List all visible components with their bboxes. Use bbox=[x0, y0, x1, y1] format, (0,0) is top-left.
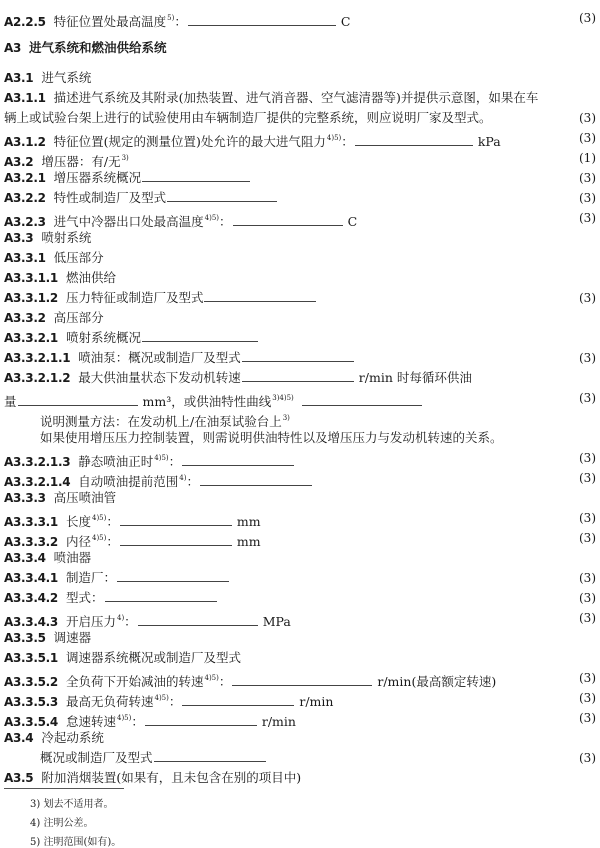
form-item bbox=[0, 148, 600, 168]
item-number: A3.3.1.2 bbox=[4, 291, 58, 305]
item-number: A3.2.1 bbox=[4, 171, 46, 185]
item-number: A3.3.4.2 bbox=[4, 591, 58, 605]
fill-in-field[interactable] bbox=[302, 393, 422, 406]
colon: ： bbox=[168, 454, 182, 469]
footnote-ref: 4)5) bbox=[116, 714, 132, 722]
item-label: 静态喷油正时 bbox=[78, 454, 154, 469]
fill-in-field[interactable] bbox=[154, 749, 266, 762]
item-label: 全负荷下开始减油的转速 bbox=[65, 674, 204, 689]
fill-in-field[interactable] bbox=[200, 473, 312, 486]
item-number: A3.3.4.1 bbox=[4, 571, 58, 585]
form-item bbox=[0, 488, 600, 508]
item-label: 增压器：有/无 bbox=[41, 154, 121, 169]
requirement-mark: (3) bbox=[579, 111, 596, 125]
fill-in-field[interactable] bbox=[142, 169, 250, 182]
form-item bbox=[0, 108, 600, 128]
requirement-mark: (3) bbox=[579, 351, 596, 365]
fill-in-field[interactable] bbox=[204, 289, 316, 302]
item-label: 概况或制造厂及型式 bbox=[40, 750, 153, 765]
item-number: A3.3.5.2 bbox=[4, 675, 58, 689]
item-label: 特征位置(规定的测量位置)处允许的最大进气阻力 bbox=[53, 134, 326, 149]
fill-in-field[interactable] bbox=[182, 693, 294, 706]
item-label: 喷油泵：概况或制造厂及型式 bbox=[78, 350, 241, 365]
item-label: 量 bbox=[4, 394, 17, 409]
item-number: A3.1.1 bbox=[4, 91, 46, 105]
item-label: 制造厂 bbox=[65, 570, 104, 585]
footnote-ref: 4)5) bbox=[91, 514, 107, 522]
fill-in-field[interactable] bbox=[242, 369, 354, 382]
footnote-ref: 4)5) bbox=[326, 134, 342, 142]
requirement-mark: (3) bbox=[579, 191, 596, 205]
item-label: 最高无负荷转速 bbox=[65, 694, 154, 709]
item-number: A3.3.5 bbox=[4, 631, 46, 645]
colon: ： bbox=[168, 694, 182, 709]
fill-in-field[interactable] bbox=[355, 133, 473, 146]
unit-label: r/min bbox=[299, 694, 334, 709]
fill-in-field[interactable] bbox=[117, 569, 229, 582]
item-number: A3.3.1 bbox=[4, 251, 46, 265]
footnote-ref: 4)5) bbox=[204, 674, 219, 682]
form-item bbox=[0, 528, 600, 548]
form-item bbox=[0, 88, 600, 108]
form-item bbox=[0, 728, 600, 748]
unit-label: C bbox=[347, 214, 358, 229]
colon: ： bbox=[219, 214, 232, 229]
item-number: A3.3.3.2 bbox=[4, 535, 58, 549]
form-item bbox=[0, 708, 600, 728]
item-number: A3.3.4 bbox=[4, 551, 46, 565]
requirement-mark: (3) bbox=[579, 711, 596, 725]
footnote-ref: 3) bbox=[121, 154, 129, 162]
colon: ： bbox=[174, 14, 187, 29]
footnote-ref: 5) bbox=[167, 14, 175, 22]
item-number: A3.3.2.1.1 bbox=[4, 351, 71, 365]
unit-label: mm bbox=[236, 514, 261, 529]
unit-label: r/min 时每循环供油 bbox=[358, 370, 472, 385]
footnote-ref: 4) bbox=[179, 474, 187, 482]
fill-in-field[interactable] bbox=[18, 393, 138, 406]
form-item bbox=[0, 768, 600, 788]
colon: ： bbox=[106, 514, 119, 529]
item-number: A3.2 bbox=[4, 155, 34, 169]
form-item bbox=[0, 8, 600, 28]
requirement-mark: (3) bbox=[579, 511, 596, 525]
form-item bbox=[0, 588, 600, 608]
footnote-divider bbox=[4, 788, 124, 789]
item-label: 自动喷油提前范围 bbox=[78, 474, 179, 489]
form-item bbox=[0, 168, 600, 188]
form-item bbox=[0, 248, 600, 268]
item-number: A3.2.3 bbox=[4, 215, 46, 229]
item-label: 如果使用增压压力控制装置，则需说明供油特性以及增压压力与发动机转速的关系。 bbox=[40, 430, 503, 445]
form-item bbox=[0, 188, 600, 208]
unit-label: r/min(最高额定转速) bbox=[377, 674, 497, 689]
requirement-mark: (3) bbox=[579, 171, 596, 185]
item-label: 高压部分 bbox=[53, 310, 104, 325]
item-number: A3.3.3 bbox=[4, 491, 46, 505]
item-label: 燃油供给 bbox=[65, 270, 116, 285]
form-item bbox=[0, 508, 600, 528]
fill-in-field[interactable] bbox=[233, 213, 343, 226]
item-number: A3.3.2.1.3 bbox=[4, 455, 71, 469]
requirement-mark: (3) bbox=[579, 211, 596, 225]
fill-in-field[interactable] bbox=[105, 589, 217, 602]
form-item bbox=[0, 648, 600, 668]
form-item bbox=[0, 328, 600, 348]
item-label: 冷起动系统 bbox=[41, 730, 104, 745]
form-item bbox=[0, 228, 600, 248]
form-item bbox=[0, 448, 600, 468]
item-label: 压力特征或制造厂及型式 bbox=[65, 290, 204, 305]
form-item bbox=[0, 388, 600, 408]
colon: ： bbox=[131, 714, 144, 729]
item-number: A3 bbox=[4, 41, 22, 55]
form-item bbox=[0, 348, 600, 368]
item-number: A3.3 bbox=[4, 231, 34, 245]
form-item bbox=[0, 408, 600, 428]
item-label: 内径 bbox=[65, 534, 91, 549]
form-item bbox=[0, 428, 600, 448]
colon: ： bbox=[218, 674, 232, 689]
colon: ： bbox=[186, 474, 199, 489]
fill-in-field[interactable] bbox=[188, 13, 336, 26]
item-label: 特性或制造厂及型式 bbox=[53, 190, 167, 205]
fill-in-field[interactable] bbox=[182, 453, 294, 466]
form-item bbox=[0, 38, 600, 58]
requirement-mark: (3) bbox=[579, 471, 596, 485]
footnote-ref: 3) bbox=[282, 414, 290, 422]
requirement-mark: (3) bbox=[579, 591, 596, 605]
form-item bbox=[0, 288, 600, 308]
form-item bbox=[0, 568, 600, 588]
fill-in-field[interactable] bbox=[142, 329, 258, 342]
requirement-mark: (3) bbox=[579, 611, 596, 625]
item-label: 说明测量方法：在发动机上/在油泵试验台上 bbox=[40, 414, 282, 429]
item-number: A3.3.2.1.4 bbox=[4, 475, 71, 489]
requirement-mark: (3) bbox=[579, 671, 596, 685]
item-label: 进气系统 bbox=[41, 70, 92, 85]
section-heading: 进气系统和燃油供给系统 bbox=[29, 40, 167, 55]
item-number: A3.3.3.1 bbox=[4, 515, 58, 529]
fill-in-field[interactable] bbox=[138, 613, 258, 626]
form-item bbox=[0, 548, 600, 568]
colon: ： bbox=[90, 590, 104, 605]
item-label: 高压喷油管 bbox=[53, 490, 117, 505]
colon: ： bbox=[106, 534, 119, 549]
footnote-ref: 3)4)5) bbox=[272, 394, 294, 402]
item-label: 喷油器 bbox=[53, 550, 92, 565]
fill-in-field[interactable] bbox=[120, 533, 232, 546]
colon: ： bbox=[124, 614, 137, 629]
footnote: 5) 注明范围(如有)。 bbox=[30, 837, 122, 848]
item-label: 附加消烟装置(如果有，且未包含在别的项目中) bbox=[41, 770, 302, 785]
item-number: A3.3.2.1.2 bbox=[4, 371, 71, 385]
item-number: A3.1 bbox=[4, 71, 34, 85]
form-item bbox=[0, 208, 600, 228]
item-number: A3.3.2 bbox=[4, 311, 46, 325]
footnote-ref: 4)5) bbox=[154, 454, 169, 462]
item-number: A3.3.2.1 bbox=[4, 331, 58, 345]
footnote-ref: 4)5) bbox=[204, 214, 220, 222]
unit-label: mm³，或供油特性曲线 bbox=[142, 394, 272, 409]
requirement-mark: (3) bbox=[579, 291, 596, 305]
colon: ： bbox=[341, 134, 354, 149]
form-item bbox=[0, 668, 600, 688]
item-number: A2.2.5 bbox=[4, 15, 46, 29]
item-number: A3.2.2 bbox=[4, 191, 46, 205]
item-number: A3.5 bbox=[4, 771, 34, 785]
unit-label: C bbox=[340, 14, 351, 29]
unit-label: r/min bbox=[261, 714, 296, 729]
item-label: 辆上或试验台架上进行的试验使用由车辆制造厂提供的完整系统，则应说明厂家及型式。 bbox=[4, 110, 492, 125]
unit-label: MPa bbox=[262, 614, 291, 629]
requirement-mark: (3) bbox=[579, 131, 596, 145]
form-item bbox=[0, 268, 600, 288]
form-item bbox=[0, 628, 600, 648]
requirement-mark: (3) bbox=[579, 571, 596, 585]
item-number: A3.3.5.3 bbox=[4, 695, 58, 709]
footnote-ref: 4) bbox=[116, 614, 125, 622]
fill-in-field[interactable] bbox=[120, 513, 232, 526]
item-label: 怠速转速 bbox=[65, 714, 116, 729]
form-item bbox=[0, 128, 600, 148]
item-label: 喷射系统 bbox=[41, 230, 92, 245]
item-label: 开启压力 bbox=[65, 614, 116, 629]
item-label: 调速器系统概况或制造厂及型式 bbox=[65, 650, 241, 665]
item-label: 长度 bbox=[65, 514, 91, 529]
requirement-mark: (3) bbox=[579, 391, 596, 405]
item-number: A3.3.5.1 bbox=[4, 651, 58, 665]
form-item bbox=[0, 748, 600, 768]
footnote: 4) 注明公差。 bbox=[30, 818, 94, 829]
form-item bbox=[0, 68, 600, 88]
fill-in-field[interactable] bbox=[242, 349, 354, 362]
footnote-ref: 4)5) bbox=[154, 694, 169, 702]
item-number: A3.3.4.3 bbox=[4, 615, 58, 629]
requirement-mark: (3) bbox=[579, 691, 596, 705]
requirement-mark: (3) bbox=[579, 751, 596, 765]
form-item bbox=[0, 308, 600, 328]
fill-in-field[interactable] bbox=[167, 189, 277, 202]
colon: ： bbox=[103, 570, 116, 585]
requirement-mark: (3) bbox=[579, 531, 596, 545]
item-number: A3.1.2 bbox=[4, 135, 46, 149]
item-label: 型式 bbox=[65, 590, 91, 605]
form-item bbox=[0, 368, 600, 388]
unit-label: mm bbox=[236, 534, 261, 549]
item-label: 调速器 bbox=[53, 630, 92, 645]
fill-in-field[interactable] bbox=[232, 673, 372, 686]
footnote: 3) 划去不适用者。 bbox=[30, 799, 114, 810]
unit-label: kPa bbox=[477, 134, 501, 149]
item-number: A3.3.1.1 bbox=[4, 271, 58, 285]
item-label: 特征位置处最高温度 bbox=[53, 14, 167, 29]
requirement-mark: (3) bbox=[579, 11, 596, 25]
item-label: 进气中冷器出口处最高温度 bbox=[53, 214, 204, 229]
requirement-mark: (1) bbox=[579, 151, 596, 165]
form-item bbox=[0, 608, 600, 628]
item-label: 低压部分 bbox=[53, 250, 104, 265]
item-label: 最大供油量状态下发动机转速 bbox=[78, 370, 241, 385]
item-label: 增压器系统概况 bbox=[53, 170, 142, 185]
fill-in-field[interactable] bbox=[145, 713, 257, 726]
form-item bbox=[0, 688, 600, 708]
item-number: A3.4 bbox=[4, 731, 34, 745]
item-label: 描述进气系统及其附录(加热装置、进气消音器、空气滤清器等)并提供示意图，如果在车 bbox=[53, 90, 539, 105]
form-item bbox=[0, 468, 600, 488]
footnote-ref: 4)5) bbox=[91, 534, 107, 542]
item-label: 喷射系统概况 bbox=[65, 330, 141, 345]
requirement-mark: (3) bbox=[579, 451, 596, 465]
item-number: A3.3.5.4 bbox=[4, 715, 58, 729]
